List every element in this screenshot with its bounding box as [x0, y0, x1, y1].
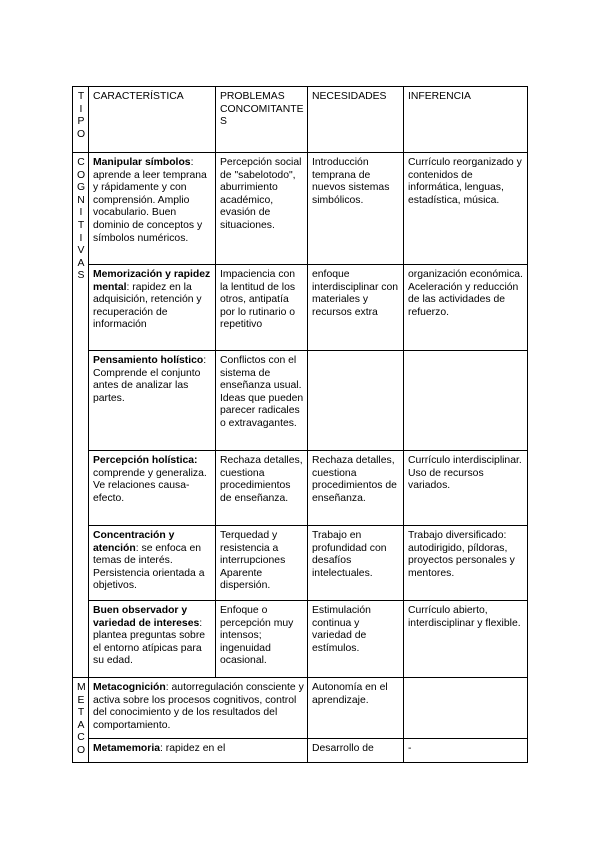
caracteristica-cell	[89, 351, 216, 451]
necesidades-cell	[308, 351, 404, 451]
row-title: Memorización y rapidez mental	[93, 269, 211, 293]
header-caracteristica: CARACTERÍSTICA	[89, 87, 216, 153]
necesidades-cell: Rechaza detalles, cuestiona procedimientos de enseñanza.	[308, 451, 404, 526]
caracteristica-cell	[89, 526, 216, 601]
row-title: Buen observador y variedad de intereses	[93, 605, 200, 629]
table-row	[73, 738, 528, 762]
table-row	[73, 351, 528, 451]
table-row	[73, 601, 528, 678]
table-row	[73, 451, 528, 526]
caracteristica-cell	[89, 738, 308, 762]
row-desc: : rapidez en la adquisición, retención y recuperación de información	[93, 281, 202, 331]
problemas-cell: Conflictos con el sistema de enseñanza usual. Ideas que pueden parecer radicales o extravagantes.	[216, 351, 308, 451]
row-title: Pensamiento holístico	[93, 355, 204, 366]
inferencia-cell: organización económica. Aceleración y reducción de las actividades de refuerzo.	[404, 265, 528, 351]
group-label-cognitivas: C O G N I T I V A S	[73, 153, 89, 678]
row-title: Metamemoria	[93, 742, 160, 754]
problemas-cell: Percepción social de "sabelotodo", aburrimiento académico, evasión de situaciones.	[216, 153, 308, 265]
table-row	[73, 526, 528, 601]
inferencia-cell	[404, 351, 528, 451]
necesidades-cell: Desarrollo de	[308, 738, 404, 762]
caracteristica-cell	[89, 153, 216, 265]
row-desc: comprende y generaliza. Ve relaciones causa-efecto.	[93, 467, 207, 504]
problemas-cell: Terquedad y resistencia a interrupciones Aparente dispersión.	[216, 526, 308, 601]
inferencia-cell: -	[404, 738, 528, 762]
necesidades-cell: Estimulación continua y variedad de estímulos.	[308, 601, 404, 678]
row-desc: : se enfoca en temas de interés. Persistencia orientada a objetivos.	[93, 542, 205, 592]
row-title: Metacognición	[93, 682, 166, 693]
row-title: Percepción holística:	[93, 455, 198, 466]
row-desc: : rapidez en el	[160, 742, 226, 754]
necesidades-cell: Trabajo en profundidad con desafíos intelectuales.	[308, 526, 404, 601]
row-desc: : autorregulación consciente y activa sobre los procesos cognitivos, control del conocimiento y de los resultados del comportamiento.	[93, 682, 304, 731]
row-desc: : aprende a leer temprana y rápidamente y con comprensión. Amplio vocabulario. Buen dominio de conceptos y símbolos numéricos.	[93, 157, 207, 244]
necesidades-cell: Autonomía en el aprendizaje.	[308, 678, 404, 739]
row-desc: : plantea preguntas sobre el entorno atípicas para su edad.	[93, 617, 206, 667]
row-title: Manipular símbolos	[93, 157, 191, 168]
characteristics-table	[72, 86, 528, 763]
necesidades-cell: enfoque interdisciplinar con materiales y recursos extra	[308, 265, 404, 351]
inferencia-cell: Currículo reorganizado y contenidos de informática, lenguas, estadística, música.	[404, 153, 528, 265]
problemas-cell: Impaciencia con la lentitud de los otros, antipatía por lo rutinario o repetitivo	[216, 265, 308, 351]
caracteristica-cell	[89, 601, 216, 678]
header-inferencia: INFERENCIA	[404, 87, 528, 153]
header-necesidades: NECESIDADES	[308, 87, 404, 153]
necesidades-cell: Introducción temprana de nuevos sistemas simbólicos.	[308, 153, 404, 265]
table-row	[73, 678, 528, 739]
inferencia-cell: Currículo abierto, interdisciplinar y flexible.	[404, 601, 528, 678]
group-label-metacognitivas: M E T A C O	[73, 678, 89, 763]
caracteristica-cell	[89, 265, 216, 351]
header-tipo: T I P O	[73, 87, 89, 153]
row-title: Concentración y atención	[93, 530, 175, 554]
inferencia-cell: Trabajo diversificado: autodirigido, píldoras, proyectos personales y mentores.	[404, 526, 528, 601]
caracteristica-cell	[89, 678, 308, 739]
header-problemas: PROBLEMAS CONCOMITANTES	[216, 87, 308, 153]
problemas-cell: Rechaza detalles, cuestiona procedimientos de enseñanza.	[216, 451, 308, 526]
table-row	[73, 265, 528, 351]
inferencia-cell: Currículo interdisciplinar. Uso de recursos variados.	[404, 451, 528, 526]
inferencia-cell	[404, 678, 528, 739]
row-desc: : Comprende el conjunto antes de analizar las partes.	[93, 355, 207, 404]
header-row	[73, 87, 528, 153]
caracteristica-cell	[89, 451, 216, 526]
table-row	[73, 153, 528, 265]
problemas-cell: Enfoque o percepción muy intensos; ingenuidad ocasional.	[216, 601, 308, 678]
